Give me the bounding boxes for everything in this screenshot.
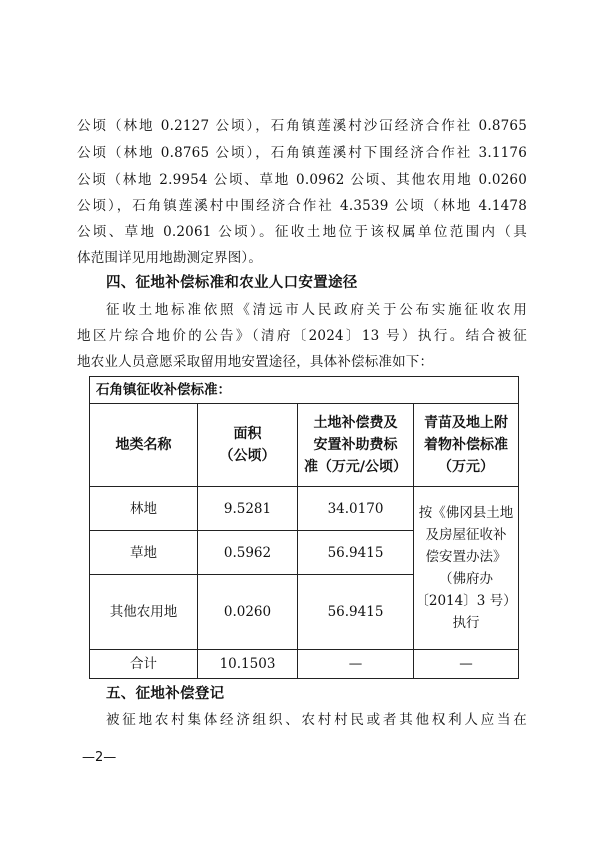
paragraph-line: 体范围详见用地勘测定界图）。 — [77, 250, 263, 266]
cell-compensation: 34.0170 — [298, 487, 414, 531]
header-compensation: 土地补偿费及 安置补助费标 准（万元/公顷） — [298, 404, 414, 487]
cell-area: 9.5281 — [198, 487, 298, 531]
table-header-row — [90, 404, 519, 487]
cell-total-comp: — — [298, 650, 414, 679]
cell-crops-note: 按《佛冈县土地 及房屋征收补 偿安置办法》 （佛府办 〔2014〕3 号） 执行 — [414, 487, 519, 650]
paragraph-line: 公顷（林地 0.8765 公顷），石角镇莲溪村下围经济合作社 3.1176 — [77, 145, 527, 161]
cell-total-area: 10.1503 — [198, 650, 298, 679]
page-number: —2— — [82, 750, 117, 765]
table-total-row — [90, 650, 519, 679]
cell-total-label: 合计 — [90, 650, 198, 679]
cell-compensation: 56.9415 — [298, 531, 414, 575]
table-title: 石角镇征收补偿标准： — [90, 377, 519, 404]
cell-area: 0.5962 — [198, 531, 298, 575]
table-row — [90, 487, 519, 531]
cell-land-type: 草地 — [90, 531, 198, 575]
cell-area: 0.0260 — [198, 575, 298, 650]
section-heading-5: 五、征地补偿登记 — [106, 686, 225, 702]
header-crops: 青苗及地上附 着物补偿标准 （万元） — [414, 404, 519, 487]
paragraph-line: 地农业人员意愿采取留用地安置途径，具体补偿标准如下： — [77, 354, 434, 370]
paragraph-line: 公顷、草地 0.2061 公顷）。征收土地位于该权属单位范围内（具 — [77, 224, 527, 240]
cell-land-type: 林地 — [90, 487, 198, 531]
cell-total-crops: — — [414, 650, 519, 679]
table-title-row — [90, 377, 519, 404]
compensation-table — [89, 376, 519, 679]
cell-compensation: 56.9415 — [298, 575, 414, 650]
paragraph-line: 公顷），石角镇莲溪村中围经济合作社 4.3539 公顷（林地 4.1478 — [77, 198, 527, 214]
header-area: 面积 （公顷） — [198, 404, 298, 487]
paragraph-line: 地区片综合地价的公告》（清府〔2024〕13 号）执行。结合被征 — [77, 328, 527, 344]
cell-land-type: 其他农用地 — [90, 575, 198, 650]
paragraph-line: 公顷（林地 2.9954 公顷、草地 0.0962 公顷、其他农用地 0.0260 — [77, 172, 527, 188]
paragraph-line: 征收土地标准依照《清远市人民政府关于公布实施征收农用 — [106, 302, 527, 318]
paragraph-line: 被征地农村集体经济组织、农村村民或者其他权利人应当在 — [106, 712, 527, 728]
header-land-type: 地类名称 — [90, 404, 198, 487]
section-heading-4: 四、征地补偿标准和农业人口安置途径 — [106, 275, 358, 291]
paragraph-line: 公顷（林地 0.2127 公顷），石角镇莲溪村沙冚经济合作社 0.8765 — [77, 118, 527, 134]
